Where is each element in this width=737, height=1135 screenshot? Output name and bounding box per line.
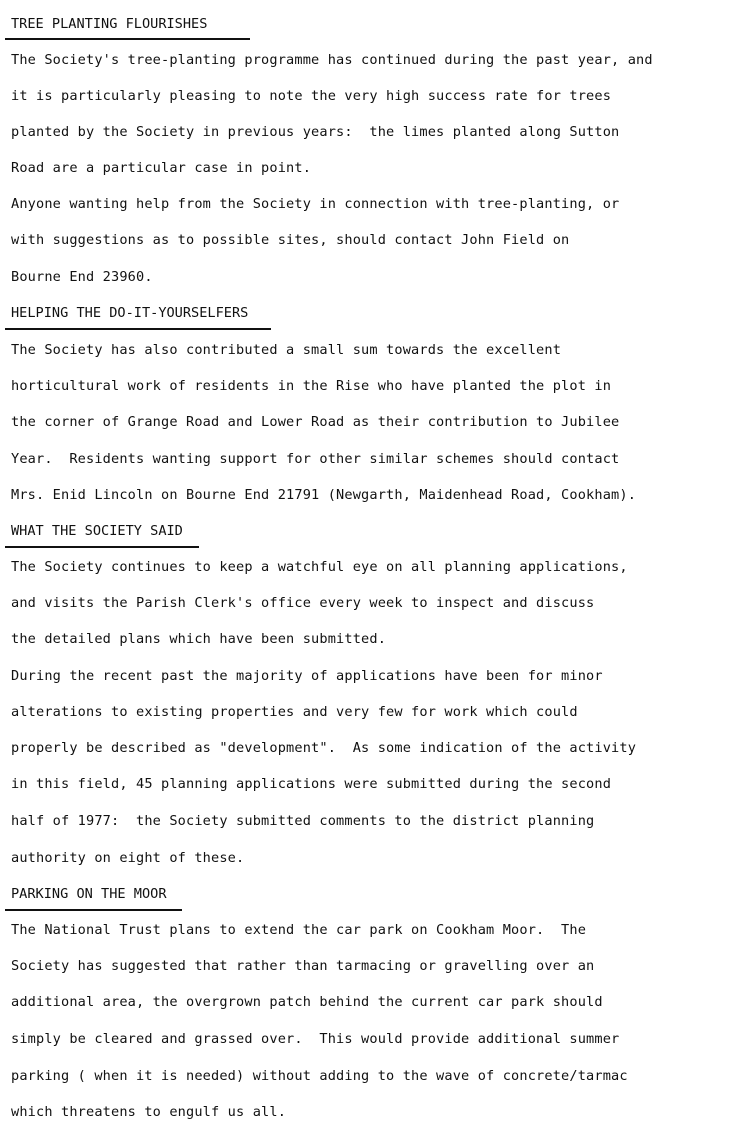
paragraph-line: planted by the Society in previous years: the limes planted along Sutton: [11, 124, 620, 140]
paragraph-line: Year. Residents wanting support for other similar schemes should contact: [11, 451, 620, 467]
section-heading-society-said: WHAT THE SOCIETY SAID: [11, 523, 183, 539]
paragraph-line: properly be described as "development". As some indication of the activity: [11, 740, 637, 756]
paragraph-line: with suggestions as to possible sites, should contact John Field on: [11, 232, 570, 248]
paragraph-line: Society has suggested that rather than tarmacing or gravelling over an: [11, 958, 595, 974]
paragraph-line: parking ( when it is needed) without adding to the wave of concrete/tarmac: [11, 1068, 628, 1084]
paragraph-line: The Society continues to keep a watchful eye on all planning applications,: [11, 559, 628, 575]
section-heading-do-it-yourselfers: HELPING THE DO-IT-YOURSELFERS: [11, 305, 249, 321]
heading-underline: [5, 38, 250, 40]
heading-underline: [5, 909, 182, 911]
paragraph-line: in this field, 45 planning applications were submitted during the second: [11, 776, 612, 792]
paragraph-line: alterations to existing properties and very few for work which could: [11, 704, 578, 720]
paragraph-line: simply be cleared and grassed over. This would provide additional summer: [11, 1031, 620, 1047]
paragraph-line: half of 1977: the Society submitted comments to the district planning: [11, 813, 595, 829]
paragraph-line: Anyone wanting help from the Society in connection with tree-planting, or: [11, 196, 620, 212]
paragraph-line: and visits the Parish Clerk's office every week to inspect and discuss: [11, 595, 595, 611]
paragraph-line: The Society has also contributed a small sum towards the excellent: [11, 342, 562, 358]
paragraph-line: the detailed plans which have been submitted.: [11, 631, 387, 647]
paragraph-line: the corner of Grange Road and Lower Road as their contribution to Jubilee: [11, 414, 620, 430]
paragraph-line: which threatens to engulf us all.: [11, 1104, 287, 1120]
paragraph-line: The Society's tree-planting programme has continued during the past year, and: [11, 52, 653, 68]
paragraph-line: The National Trust plans to extend the car park on Cookham Moor. The: [11, 922, 587, 938]
section-heading-tree-planting: TREE PLANTING FLOURISHES: [11, 16, 208, 32]
paragraph-line: Mrs. Enid Lincoln on Bourne End 21791 (Newgarth, Maidenhead Road, Cookham).: [11, 487, 637, 503]
heading-underline: [5, 328, 271, 330]
paragraph-line: Road are a particular case in point.: [11, 160, 312, 176]
paragraph-line: During the recent past the majority of applications have been for minor: [11, 668, 603, 684]
paragraph-line: additional area, the overgrown patch behind the current car park should: [11, 994, 603, 1010]
section-heading-parking: PARKING ON THE MOOR: [11, 886, 167, 902]
paragraph-line: it is particularly pleasing to note the very high success rate for trees: [11, 88, 612, 104]
paragraph-line: Bourne End 23960.: [11, 269, 153, 285]
paragraph-line: authority on eight of these.: [11, 850, 245, 866]
paragraph-line: horticultural work of residents in the Rise who have planted the plot in: [11, 378, 612, 394]
heading-underline: [5, 546, 199, 548]
